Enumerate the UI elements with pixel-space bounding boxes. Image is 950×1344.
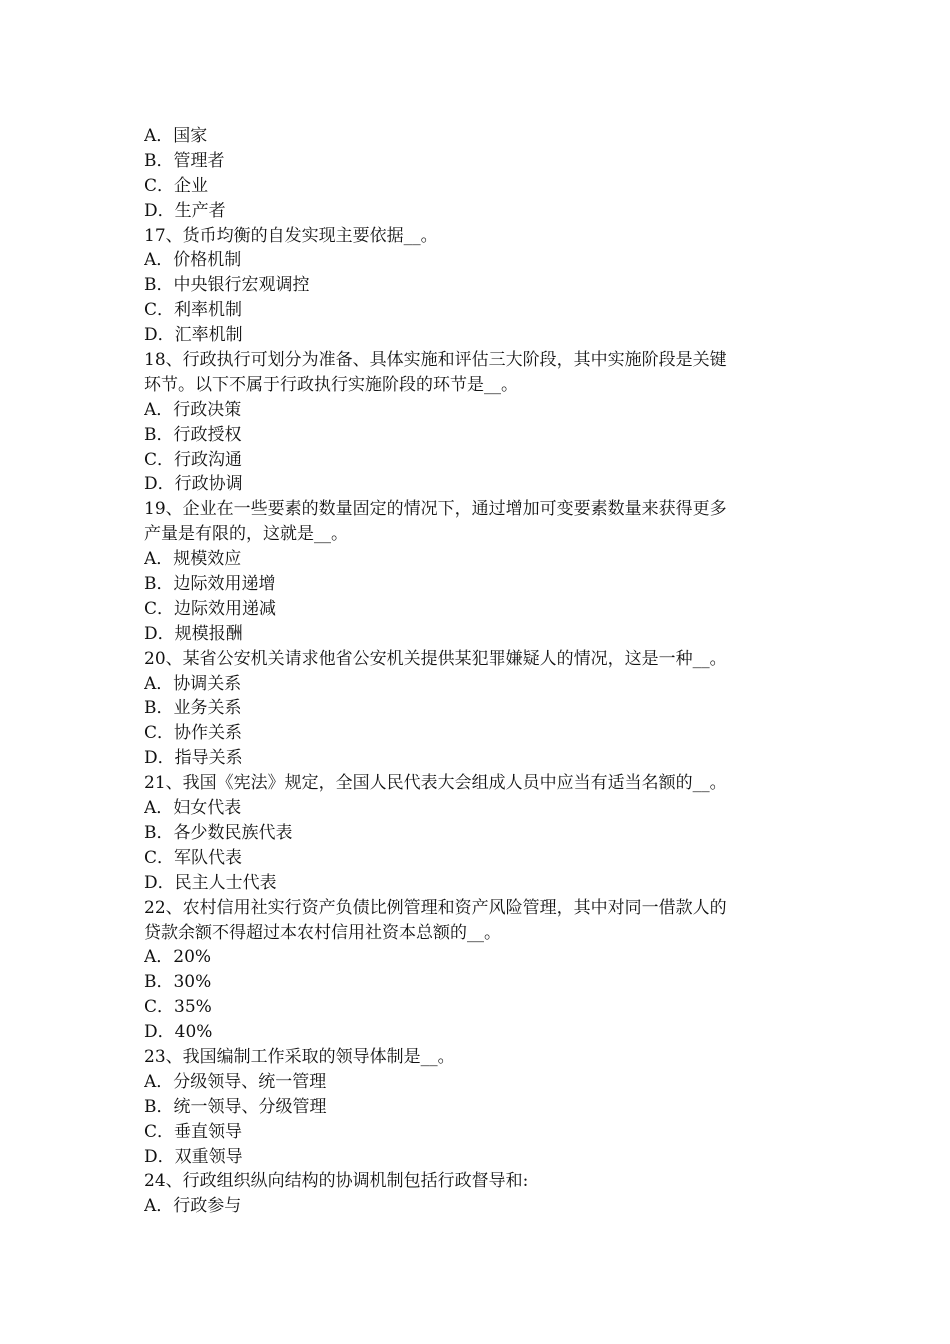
option-line: B．管理者 [144,150,225,171]
question-line: 环节。以下不属于行政执行实施阶段的环节是__。 [144,374,518,395]
option-line: B．30% [144,972,212,993]
option-line: A．行政决策 [144,399,242,420]
option-line: C．行政沟通 [144,449,243,470]
option-line: D．汇率机制 [144,325,243,346]
option-line: D．指导关系 [144,748,243,769]
option-line: D．生产者 [144,200,226,221]
option-line: D．40% [144,1022,213,1043]
question-line: 22、农村信用社实行资产负债比例管理和资产风险管理，其中对同一借款人的 [144,897,727,918]
option-line: A．行政参与 [144,1196,242,1217]
option-line: B．边际效用递增 [144,574,276,595]
option-line: D．双重领导 [144,1146,243,1167]
question-line: 20、某省公安机关请求他省公安机关提供某犯罪嫌疑人的情况，这是一种__。 [144,648,727,669]
document-page [144,124,816,1219]
question-line: 24、行政组织纵向结构的协调机制包括行政督导和: [144,1171,529,1192]
option-line: A．协调关系 [144,673,242,694]
question-line: 19、企业在一些要素的数量固定的情况下，通过增加可变要素数量来获得更多 [144,499,727,520]
question-line: 17、货币均衡的自发实现主要依据__。 [144,225,438,246]
option-line: A．国家 [144,126,208,146]
option-line: D．行政协调 [144,474,243,495]
option-line: B．各少数民族代表 [144,822,293,843]
option-line: C．协作关系 [144,723,243,744]
option-line: A．规模效应 [144,549,242,570]
option-line: C．利率机制 [144,300,243,321]
option-line: D．民主人士代表 [144,872,277,893]
option-line: C．35% [144,997,212,1018]
option-line: D．规模报酬 [144,623,243,644]
question-line: 贷款余额不得超过本农村信用社资本总额的__。 [144,922,501,943]
option-line: C．企业 [144,175,209,196]
question-line: 产量是有限的，这就是__。 [144,524,348,545]
option-line: B．行政授权 [144,424,242,445]
question-line: 18、行政执行可划分为准备、具体实施和评估三大阶段，其中实施阶段是关键 [144,350,727,371]
option-line: C．军队代表 [144,847,243,868]
option-line: A．20% [144,947,212,968]
option-line: A．妇女代表 [144,798,242,819]
option-line: B．中央银行宏观调控 [144,275,310,296]
question-line: 21、我国《宪法》规定，全国人民代表大会组成人员中应当有适当名额的__。 [144,773,727,794]
option-line: B．统一领导、分级管理 [144,1096,327,1117]
option-line: A．分级领导、统一管理 [144,1071,327,1092]
option-line: B．业务关系 [144,698,242,719]
option-line: C．边际效用递减 [144,598,277,619]
option-line: C．垂直领导 [144,1121,243,1142]
option-line: A．价格机制 [144,250,242,271]
question-line: 23、我国编制工作采取的领导体制是__。 [144,1046,455,1067]
